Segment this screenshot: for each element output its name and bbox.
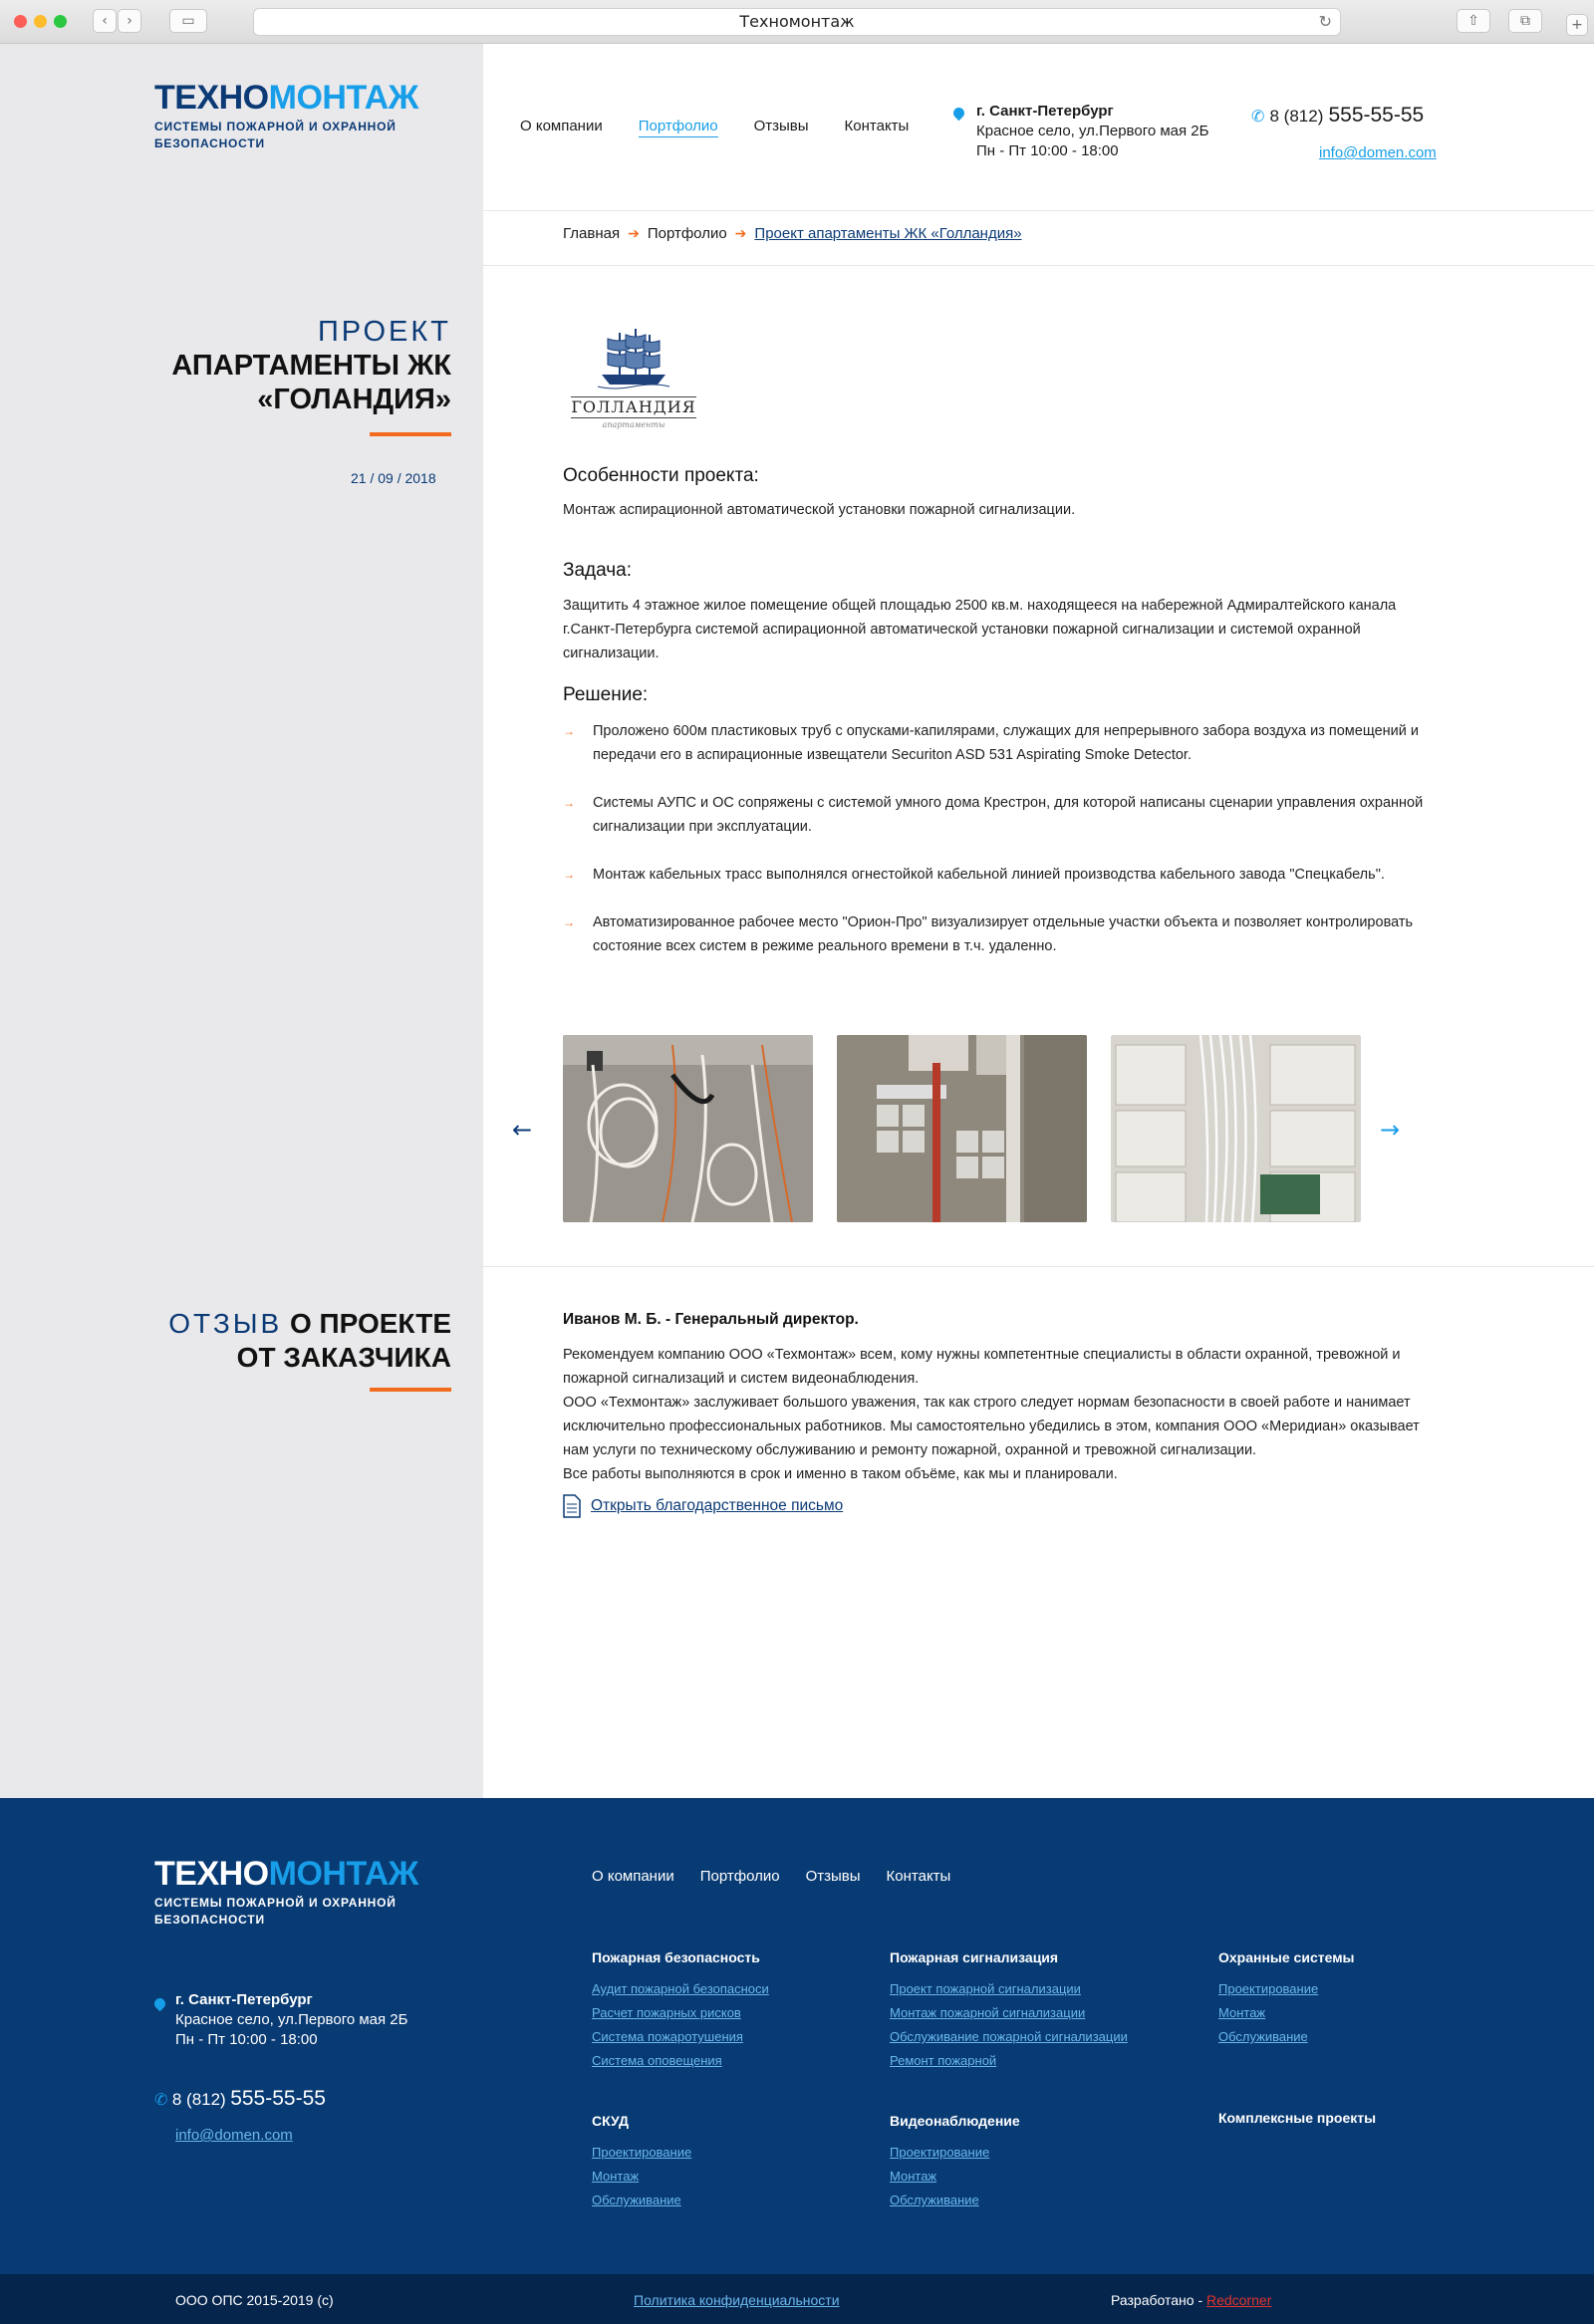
footer-link[interactable]: Проект пожарной сигнализации [890,1981,1081,1996]
header-email-link[interactable]: info@domen.com [1319,144,1437,161]
ship-icon [594,327,673,392]
developer-link[interactable]: Redcorner [1206,2292,1272,2308]
privacy-link[interactable]: Политика конфиденциальности [634,2292,840,2308]
close-window-button[interactable] [14,15,27,28]
page-title: Техномонтаж [739,12,855,31]
footer-link[interactable]: Обслуживание [592,2193,681,2207]
left-sidebar [0,44,483,1798]
title-underline [370,432,451,436]
letter-link[interactable] [563,1494,1440,1518]
footer-nav-reviews[interactable]: Отзывы [805,1868,861,1885]
breadcrumb-portfolio[interactable]: Портфолио [647,225,727,242]
sidebar-toggle-button[interactable]: ▭ [169,9,207,33]
project-name-line2: «ГОЛАНДИЯ» [257,384,451,415]
project-name-line1: АПАРТАМЕНТЫ ЖК [171,350,451,382]
nav-item-portfolio[interactable]: Портфолио [639,118,718,137]
footer-link[interactable]: Обслуживание [890,2193,979,2207]
features-text: Монтаж аспирационной автоматической установки пожарной сигнализации. [563,502,1076,518]
task-section [563,560,1440,665]
footer-logo-part1: ТЕХНО [154,1855,269,1893]
header-hours: Пн - Пт 10:00 - 18:00 [976,142,1119,159]
footer-logo[interactable] [154,1856,423,1929]
header-street: Красное село, ул.Первого мая 2Б [976,123,1209,139]
footer-link[interactable]: Монтаж [890,2169,937,2184]
letter-link-text[interactable]: Открыть благодарственное письмо [591,1497,844,1514]
review-title-b: О ПРОЕКТЕ [289,1308,451,1339]
gallery-photo-cables[interactable] [563,1035,813,1222]
back-button[interactable]: ‹ [93,9,117,33]
arrow-right-icon[interactable]: → [1380,1116,1401,1144]
review-section [563,1311,1440,1518]
main-nav [520,118,909,137]
review-text-3: Все работы выполняются в срок и именно в таком объёме, как мы и планировали. [563,1466,1118,1482]
review-text-1: Рекомендуем компанию ООО «Техмонтаж» всем, кому нужны компетентные специалисты в области охранной, тревожной и пожарной сигнализаций и систем видеонаблюдения. [563,1347,1401,1387]
logo-part1: ТЕХНО [154,79,269,117]
footer-hours: Пн - Пт 10:00 - 18:00 [175,2031,318,2048]
logo-subtitle: СИСТЕМЫ ПОЖАРНОЙ И ОХРАННОЙ БЕЗОПАСНОСТИ [154,120,397,150]
features-title: Особенности проекта: [563,465,759,486]
footer-phone-icon: ✆ [154,2092,168,2109]
header-phone[interactable] [1251,104,1424,128]
client-logo [571,327,696,436]
developer-credit [1111,2292,1271,2308]
footer-col-fire-safety [592,1947,769,2073]
footer-nav-contacts[interactable]: Контакты [886,1868,951,1885]
footer-col-title[interactable]: Комплексные проекты [1218,2110,1377,2126]
breadcrumb-home[interactable]: Главная [563,225,621,242]
footer-logo-part2: МОНТАЖ [268,1855,418,1893]
solution-list [563,719,1440,982]
footer-street: Красное село, ул.Первого мая 2Б [175,2011,408,2028]
header-city: г. Санкт-Петербург [976,103,1114,120]
client-logo-sub: апартаменты [602,420,665,429]
footer-link[interactable]: Обслуживание пожарной сигнализации [890,2029,1128,2044]
footer-link[interactable]: Система оповещения [592,2053,722,2068]
review-title-a: ОТЗЫВ [168,1308,283,1339]
developer-label: Разработано - [1111,2292,1203,2308]
solution-item: → Системы АУПС и ОС сопряжены с системой умного дома Крестрон, для которой написаны сценарии управления охранной сигнализации при эксплуатации. [563,791,1440,839]
client-logo-text: ГОЛЛАНДИЯ [571,397,696,416]
footer-col-title: Пожарная сигнализация [890,1949,1059,1965]
footer-link[interactable]: Проектирование [592,2145,692,2160]
breadcrumb-current[interactable]: Проект апартаменты ЖК «Голландия» [754,225,1022,242]
footer-link[interactable]: Проектирование [890,2145,990,2160]
solution-item: → Проложено 600м пластиковых труб с опусками-капилярами, служащих для непрерывного забора воздуха из помещений и передачи его в аспирационные извещатели Securiton ASD 531 Aspirating Smoke Detector. [563,719,1440,767]
breadcrumb [563,225,1022,242]
gallery-photo-detectors[interactable] [1111,1035,1361,1222]
footer-nav-portfolio[interactable]: Портфолио [699,1868,780,1885]
task-text: Защитить 4 этажное жилое помещение общей площадью 2500 кв.м. находящееся на набережной Адмиралтейского канала г.Санкт-Петербурга системой аспирационной автоматической установки пожарной сигнализации и системой охранной сигнализации. [563,598,1397,661]
footer-link[interactable]: Монтаж [1218,2005,1266,2020]
footer-link[interactable]: Расчет пожарных рисков [592,2005,741,2020]
footer-col-complex [1218,2108,1376,2138]
phone-icon: ✆ [1251,107,1265,126]
footer-col-video [890,2111,1020,2212]
project-date: 21 / 09 / 2018 [351,470,436,486]
solution-title-wrap [563,684,1440,706]
solution-item: → Монтаж кабельных трасс выполнялся огнестойкой кабельной линией производства кабельного завода "Спецкабель". [563,863,1440,887]
footer-phone-code: 8 (812) [171,2090,226,2109]
forward-button[interactable]: › [118,9,141,33]
footer-nav-about[interactable]: О компании [592,1868,674,1885]
footer-col-title: Видеонаблюдение [890,2113,1020,2129]
review-author: Иванов М. Б. - Генеральный директор. [563,1311,859,1328]
gallery-photo-panel[interactable] [837,1035,1087,1222]
document-icon [563,1494,581,1518]
footer-nav [592,1868,950,1885]
header-address [976,102,1208,161]
footer-col-title: Охранные системы [1218,1949,1355,1965]
footer-link[interactable]: Аудит пожарной безопасноси [592,1981,769,1996]
footer-col-title: Пожарная безопасность [592,1949,760,1965]
footer-link[interactable]: Система пожаротушения [592,2029,743,2044]
location-pin-icon [951,106,967,122]
review-title-c: ОТ ЗАКАЗЧИКА [236,1342,451,1373]
nav-item-about[interactable]: О компании [520,118,603,134]
review-divider [483,1266,1594,1267]
review-underline [370,1388,451,1392]
share-button[interactable]: ⇧ [1457,9,1490,33]
phone-number: 555-55-55 [1328,104,1425,127]
minimize-window-button[interactable] [34,15,47,28]
footer-city: г. Санкт-Петербург [175,1991,313,2008]
review-title [168,1307,451,1375]
reload-icon[interactable]: ↻ [1318,12,1332,31]
new-tab-button[interactable]: + [1566,14,1588,36]
footer-col-fire-alarm [890,1947,1128,2073]
footer-address [175,1990,407,2050]
footer-email-link[interactable]: info@domen.com [175,2127,293,2144]
tabs-button[interactable]: ⧉ [1508,9,1542,33]
copyright: ООО ОПС 2015-2019 (c) [175,2292,334,2308]
breadcrumb-divider [483,265,1594,266]
address-bar[interactable] [253,8,1341,36]
breadcrumb-arrow-icon: ➔ [628,225,640,241]
breadcrumb-arrow-icon: ➔ [734,225,747,241]
footer-phone-number: 555-55-55 [230,2087,326,2110]
arrow-left-icon[interactable]: ← [512,1116,533,1144]
project-title [171,315,451,416]
footer-link[interactable]: Проектирование [1218,1981,1319,1996]
footer-link[interactable]: Монтаж [592,2169,640,2184]
features-section [563,465,1440,522]
footer-col-security [1218,1947,1355,2049]
nav-item-contacts[interactable]: Контакты [844,118,910,134]
project-label: ПРОЕКТ [317,316,451,348]
logo-part2: МОНТАЖ [268,79,418,117]
solution-item: → Автоматизированное рабочее место "Орион-Про" визуализирует отдельные участки объекта и позволяет контролировать состояние всех систем в режиме реального времени в т.ч. удаленно. [563,910,1440,958]
solution-title: Решение: [563,684,649,705]
site-header [483,44,1594,211]
footer-logo-subtitle: СИСТЕМЫ ПОЖАРНОЙ И ОХРАННОЙ БЕЗОПАСНОСТИ [154,1896,397,1927]
site-logo[interactable] [154,80,423,152]
phone-code: 8 (812) [1269,107,1324,126]
zoom-window-button[interactable] [54,15,67,28]
footer-location-pin-icon [152,1996,168,2012]
browser-toolbar [0,0,1594,44]
nav-item-reviews[interactable]: Отзывы [753,118,809,134]
site-footer [0,1798,1594,2274]
footer-link[interactable]: Монтаж пожарной сигнализации [890,2005,1086,2020]
footer-col-access [592,2111,691,2212]
footer-col-title: СКУД [592,2113,629,2129]
footer-bottom-bar [0,2274,1594,2324]
footer-link[interactable]: Ремонт пожарной [890,2053,997,2068]
footer-link[interactable]: Обслуживание [1218,2029,1308,2044]
footer-phone[interactable] [154,2087,326,2111]
review-text-2: ООО «Техмонтаж» заслуживает большого уважения, так как строго следует нормам безопасности в своей работе и нанимает исключительно профессиональных работников. Мы самостоятельно убедились в этом, компания ООО «Меридиан» оказывает нам услуги по техническому обслуживанию и ремонту пожарной, охранной и тревожной сигнализации. [563,1395,1420,1458]
task-title: Задача: [563,560,633,581]
